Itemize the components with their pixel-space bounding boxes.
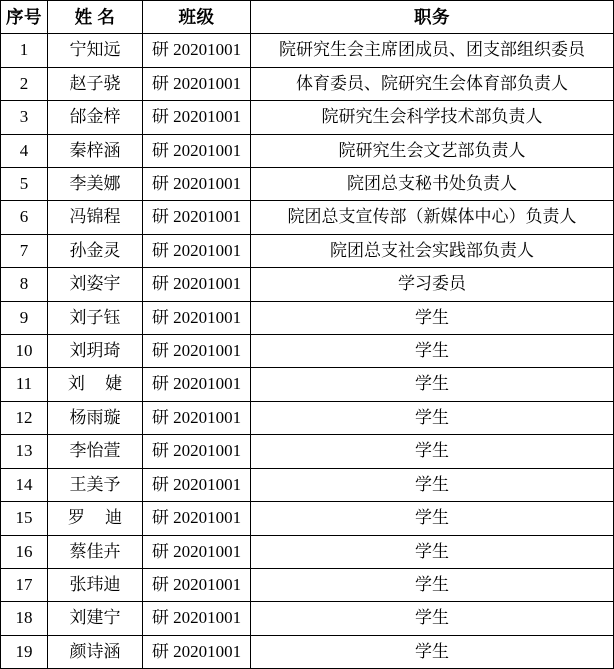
cell-name: 邰金梓 (48, 101, 143, 134)
cell-duty: 院团总支宣传部（新媒体中心）负责人 (251, 201, 614, 234)
table-row (1, 134, 614, 167)
cell-index: 11 (1, 368, 48, 401)
cell-duty: 学生 (251, 301, 614, 334)
cell-index: 4 (1, 134, 48, 167)
cell-duty: 学生 (251, 435, 614, 468)
cell-class: 研 20201001 (143, 335, 251, 368)
cell-duty: 学生 (251, 635, 614, 668)
table-row (1, 368, 614, 401)
cell-index: 15 (1, 502, 48, 535)
cell-name: 冯锦程 (48, 201, 143, 234)
cell-class: 研 20201001 (143, 602, 251, 635)
table-header-row (1, 1, 614, 34)
cell-class: 研 20201001 (143, 268, 251, 301)
cell-index: 9 (1, 301, 48, 334)
cell-class: 研 20201001 (143, 34, 251, 67)
cell-index: 3 (1, 101, 48, 134)
column-header-name: 姓 名 (48, 1, 143, 34)
cell-class: 研 20201001 (143, 568, 251, 601)
cell-index: 17 (1, 568, 48, 601)
column-header-duty: 职务 (251, 1, 614, 34)
column-header-index: 序号 (1, 1, 48, 34)
table-row (1, 468, 614, 501)
table-row (1, 168, 614, 201)
table-body (1, 34, 614, 669)
table-row (1, 234, 614, 267)
cell-class: 研 20201001 (143, 535, 251, 568)
cell-name: 刘 婕 (48, 368, 143, 401)
cell-name: 杨雨璇 (48, 401, 143, 434)
cell-name: 颜诗涵 (48, 635, 143, 668)
cell-duty: 体育委员、院研究生会体育部负责人 (251, 67, 614, 100)
cell-name: 王美予 (48, 468, 143, 501)
cell-index: 12 (1, 401, 48, 434)
cell-name: 罗 迪 (48, 502, 143, 535)
table-row (1, 67, 614, 100)
cell-duty: 院团总支社会实践部负责人 (251, 234, 614, 267)
cell-index: 13 (1, 435, 48, 468)
cell-class: 研 20201001 (143, 201, 251, 234)
cell-name: 李美娜 (48, 168, 143, 201)
cell-duty: 学生 (251, 535, 614, 568)
table-row (1, 268, 614, 301)
cell-duty: 学生 (251, 401, 614, 434)
cell-name: 刘建宁 (48, 602, 143, 635)
cell-index: 10 (1, 335, 48, 368)
table-row (1, 101, 614, 134)
cell-duty: 学生 (251, 368, 614, 401)
cell-name: 秦梓涵 (48, 134, 143, 167)
cell-name: 蔡佳卉 (48, 535, 143, 568)
column-header-class: 班级 (143, 1, 251, 34)
cell-index: 8 (1, 268, 48, 301)
cell-name: 赵子骁 (48, 67, 143, 100)
cell-name: 张玮迪 (48, 568, 143, 601)
cell-class: 研 20201001 (143, 435, 251, 468)
cell-duty: 院团总支秘书处负责人 (251, 168, 614, 201)
cell-duty: 院研究生会科学技术部负责人 (251, 101, 614, 134)
table-row (1, 201, 614, 234)
cell-class: 研 20201001 (143, 468, 251, 501)
cell-class: 研 20201001 (143, 368, 251, 401)
cell-index: 19 (1, 635, 48, 668)
cell-index: 5 (1, 168, 48, 201)
cell-name: 刘姿宇 (48, 268, 143, 301)
cell-duty: 院研究生会主席团成员、团支部组织委员 (251, 34, 614, 67)
cell-index: 14 (1, 468, 48, 501)
table-row (1, 401, 614, 434)
cell-index: 18 (1, 602, 48, 635)
cell-index: 16 (1, 535, 48, 568)
cell-class: 研 20201001 (143, 301, 251, 334)
cell-duty: 院研究生会文艺部负责人 (251, 134, 614, 167)
cell-duty: 学生 (251, 468, 614, 501)
cell-index: 2 (1, 67, 48, 100)
cell-duty: 学生 (251, 335, 614, 368)
cell-name: 宁知远 (48, 34, 143, 67)
cell-name: 孙金灵 (48, 234, 143, 267)
cell-index: 6 (1, 201, 48, 234)
table-row (1, 568, 614, 601)
table-row (1, 34, 614, 67)
cell-class: 研 20201001 (143, 134, 251, 167)
cell-name: 李怡萱 (48, 435, 143, 468)
table-row (1, 435, 614, 468)
table-row (1, 301, 614, 334)
table-row (1, 335, 614, 368)
table-row (1, 535, 614, 568)
table-row (1, 635, 614, 668)
cell-class: 研 20201001 (143, 101, 251, 134)
cell-class: 研 20201001 (143, 635, 251, 668)
table-row (1, 502, 614, 535)
cell-index: 1 (1, 34, 48, 67)
cell-class: 研 20201001 (143, 401, 251, 434)
cell-class: 研 20201001 (143, 502, 251, 535)
cell-class: 研 20201001 (143, 234, 251, 267)
table-row (1, 602, 614, 635)
cell-duty: 学生 (251, 602, 614, 635)
table-header (1, 1, 614, 34)
cell-duty: 学生 (251, 568, 614, 601)
cell-index: 7 (1, 234, 48, 267)
cell-name: 刘子钰 (48, 301, 143, 334)
cell-duty: 学生 (251, 502, 614, 535)
cell-class: 研 20201001 (143, 168, 251, 201)
cell-class: 研 20201001 (143, 67, 251, 100)
cell-name: 刘玥琦 (48, 335, 143, 368)
cell-duty: 学习委员 (251, 268, 614, 301)
